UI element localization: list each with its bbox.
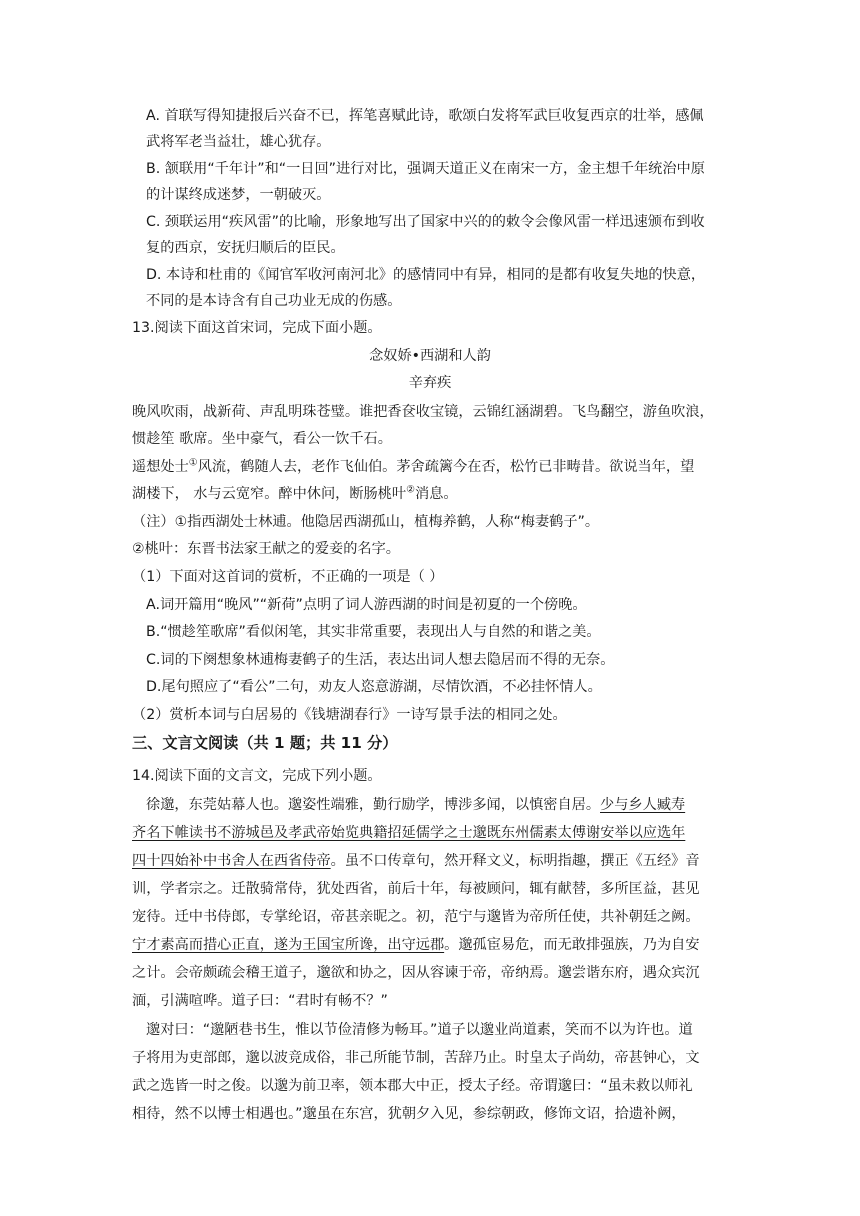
sub1-option-b: B.“惯趁笙歌席”看似闲笔，其实非常重要，表现出人与自然的和谐之美。 [146,624,601,640]
option-d-line-1: D. 本诗和杜甫的《闻官军收河南河北》的感情同中有异，相同的是都有收复失地的快意， [146,267,706,283]
note-2-text: 桃叶：东晋书法家王献之的爱妾的名字。 [144,541,400,557]
section-heading: 三、文言文阅读（共 1 题；共 11 分） [132,734,398,752]
underlined-sentence-2: 宁才素高而措心正直，遂为王国宝所谗，出守远郡 [132,937,445,953]
note-1 [132,512,599,532]
footnote-marker-2: ② [406,484,416,496]
passage-line-10: 子将用为吏部郎，邈以波竞成俗，非己所能节制，苦辞乃止。时皇太子尚幼，帝甚钟心，文 [132,1050,700,1066]
note-2 [132,539,400,559]
poem-line-4 [132,484,458,504]
poem-line-4-rest: 消息。 [415,486,458,502]
passage-line-8: 湎，引满喧哗。道子曰：“君时有畅不？” [132,993,388,1009]
subquestion-2: （2）赏析本词与白居易的《钱塘湖春行》一诗写景手法的相同之处。 [132,707,567,723]
poem-line-4-start: 湖楼下， 水与云宽窄。醉中休问，断肠桃叶 [132,486,407,502]
passage-line-6 [132,935,700,955]
passage-line-3 [132,851,700,871]
passage-line-9: 邈对曰：“邈陋巷书生，惟以节俭清修为畅耳。”道子以邈业尚道素，笑而不以为许也。道 [146,1022,693,1038]
passage-line-4: 训，学者宗之。迁散骑常侍，犹处西省，前后十年，每被顾问，辄有献替，多所匡益，甚见 [132,881,700,897]
q14-stem: 14.阅读下面的文言文，完成下列小题。 [132,768,382,784]
option-a-line-1: A. 首联写得知捷报后兴奋不已，挥笔喜赋此诗，歌颂白发将军武巨收复西京的壮举，感佩 [146,108,704,124]
note-1-marker: ① [174,514,188,530]
passage-line-7: 之计。会帝颇疏会稽王道子，邈欲和协之，因从容谏于帝，帝纳焉。邈尝谐东府，遇众宾沉 [132,965,700,981]
option-d-line-2: 不同的是本诗含有自己功业无成的伤感。 [146,293,402,309]
sub1-option-d: D.尾句照应了“看公”二句，劝友人恣意游湖，尽情饮酒，不必挂怀情人。 [146,679,602,695]
underlined-sentence-1-end: 四十四始补中书舍人在西省侍帝 [132,853,331,869]
note-1-text: 指西湖处士林逋。他隐居西湖孤山，植梅养鹤，人称“梅妻鹤子”。 [187,514,600,530]
footnote-marker-1: ① [188,457,198,469]
poem-title: 念奴娇•西湖和人韵 [369,348,491,364]
subquestion-1: （1）下面对这首词的赏析，不正确的一项是（ ） [132,569,444,585]
q13-stem: 13.阅读下面这首宋词，完成下面小题。 [132,320,382,336]
poem-line-3-start: 遥想处士 [132,459,189,475]
option-c-line-2: 复的西京，安抚归顺后的臣民。 [146,240,345,256]
poem-line-3 [132,457,694,477]
underlined-sentence-1-start: 少与乡人臧寿 [600,797,686,813]
poem-line-1: 晚风吹雨，战新荷、声乱明珠苍璧。谁把香奁收宝镜，云锦红涵湖碧。飞鸟翻空，游鱼吹浪， [132,404,714,420]
option-b-line-1: B. 颔联用“千年计”和“一日回”进行对比，强调天道正义在南宋一方，金主想千年统治中原 [146,161,705,177]
underlined-sentence-1-middle: 齐名下帷读书不游城邑及孝武帝始览典籍招延儒学之士邈既东州儒素太傅谢安举以应选年 [132,825,686,841]
sub1-option-a: A.词开篇用“晚风”“新荷”点明了词人游西湖的时间是初夏的一个傍晚。 [146,597,587,613]
option-b-line-2: 的计谋终成迷梦，一朝破灭。 [146,187,331,203]
poem-line-3-rest: 风流，鹤随人去，老作飞仙伯。茅舍疏篱今在否，松竹已非畴昔。欲说当年，望 [197,459,695,475]
passage-line-11: 武之选皆一时之俊。以邈为前卫率，领本郡大中正，授太子经。帝谓邈曰：“虽未救以师礼 [132,1078,693,1094]
option-c-line-1: C. 颈联运用“疾风雷”的比喻，形象地写出了国家中兴的的敕令会像风雷一样迅速颁布到收 [146,214,705,230]
passage-line-3-text: 。虽不口传章句，然开释文义，标明指趣，撰正《五经》音 [330,853,700,869]
note-label: （注） [132,514,175,530]
sub1-option-c: C.词的下阕想象林逋梅妻鹤子的生活，表达出词人想去隐居而不得的无奈。 [146,652,615,668]
option-a-line-2: 武将军老当益壮，雄心犹存。 [146,134,331,150]
poem-line-2: 惯趁笙 歌席。坐中豪气，看公一饮千石。 [132,431,392,447]
passage-line-1-text: 徐邈，东莞姑幕人也。邈姿性端雅，勤行励学，博涉多闻，以慎密自居。 [146,797,601,813]
poem-author: 辛弃疾 [408,375,452,391]
note-2-marker: ② [132,541,145,557]
passage-line-12: 相待，然不以博士相遇也。”邈虽在东宫，犹朝夕入见，参综朝政，修饰文诏，拾遗补阙， [132,1106,686,1122]
passage-line-5: 宠待。迁中书侍郎，专掌纶诏，帝甚亲昵之。初，范宁与邈皆为帝所任使，共补朝廷之阙。 [132,909,700,925]
passage-line-6-text: 。邈孤宦易危，而无敢排强族，乃为自安 [444,937,700,953]
passage-line-1 [146,795,685,815]
